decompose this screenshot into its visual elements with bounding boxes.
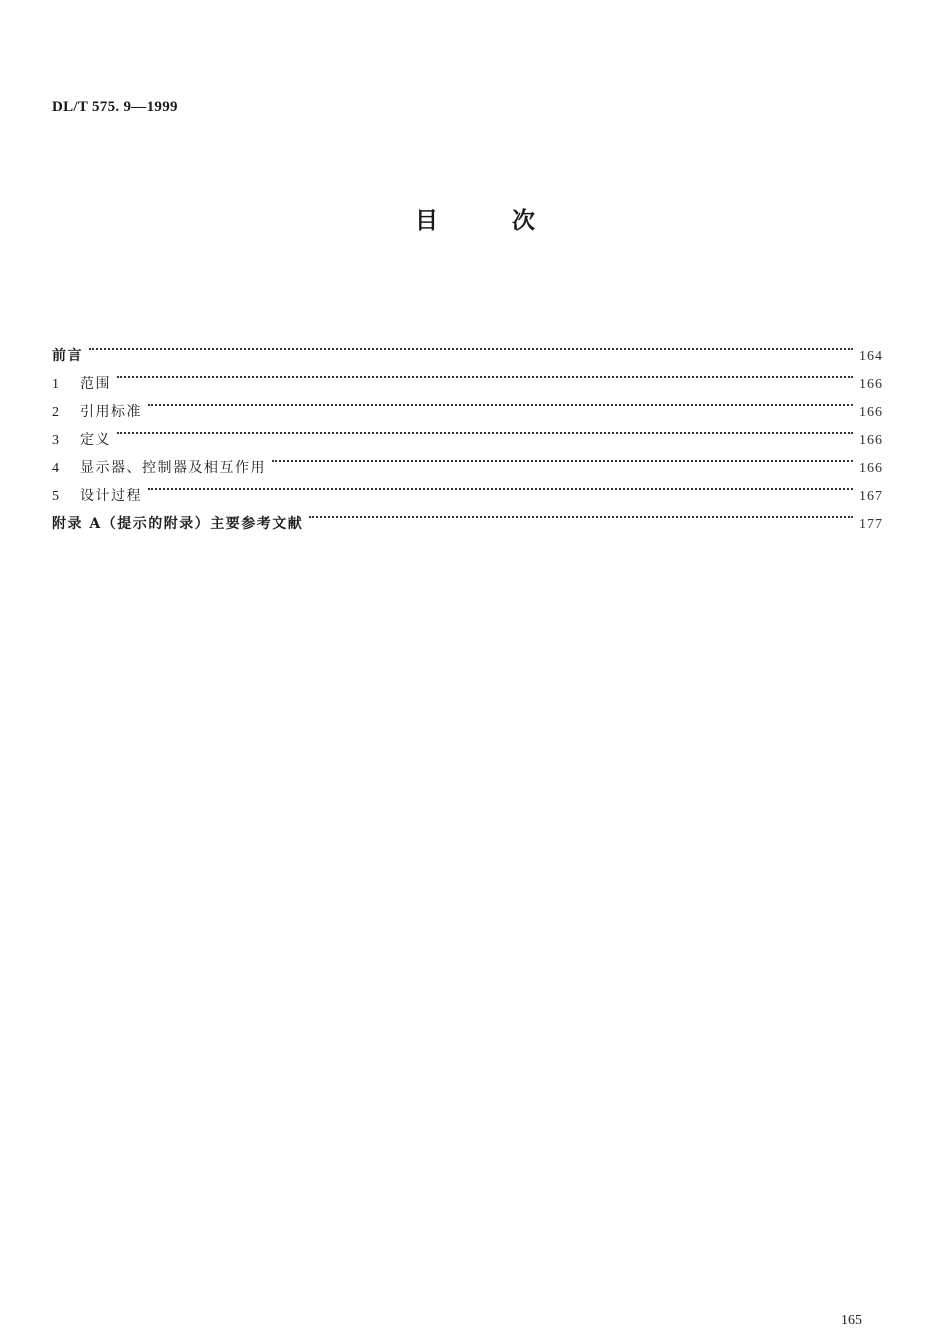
toc-entry-page: 167 xyxy=(859,489,883,504)
table-of-contents xyxy=(52,332,883,532)
toc-entry-label: 前言 xyxy=(52,348,83,364)
toc-entry-definitions[interactable] xyxy=(52,416,883,448)
toc-entry-page: 166 xyxy=(859,433,883,448)
toc-entry-label: 引用标准 xyxy=(80,404,142,420)
toc-entry-number: 2 xyxy=(52,405,59,420)
toc-entry-appendix-a[interactable] xyxy=(52,500,883,532)
toc-leader-dots xyxy=(309,500,853,528)
toc-entry-number: 4 xyxy=(52,461,59,476)
toc-entry-page: 177 xyxy=(859,517,883,532)
title-char-2: 次 xyxy=(512,208,535,234)
toc-entry-page: 166 xyxy=(859,461,883,476)
toc-entry-number: 3 xyxy=(52,433,59,448)
toc-leader-dots xyxy=(117,360,853,388)
toc-entry-page: 166 xyxy=(859,377,883,392)
toc-leader-dots xyxy=(272,444,853,472)
toc-entry-label: 显示器、控制器及相互作用 xyxy=(80,460,266,476)
toc-leader-dots xyxy=(148,388,853,416)
toc-entry-label: 附录 A（提示的附录）主要参考文献 xyxy=(52,516,304,532)
toc-entry-normative-references[interactable] xyxy=(52,388,883,420)
toc-leader-dots xyxy=(117,416,853,444)
standard-code: DL/T 575. 9—1999 xyxy=(52,99,178,115)
toc-entry-foreword[interactable] xyxy=(52,332,883,364)
toc-entry-page: 166 xyxy=(859,405,883,420)
page-number: 165 xyxy=(841,1313,862,1328)
toc-entry-number: 5 xyxy=(52,489,59,504)
toc-leader-dots xyxy=(148,472,853,500)
toc-leader-dots xyxy=(89,332,853,360)
toc-entry-displays-controls[interactable] xyxy=(52,444,883,476)
toc-entry-label: 定义 xyxy=(80,432,111,448)
toc-entry-label: 范围 xyxy=(80,376,111,392)
title-char-1: 目 xyxy=(415,208,438,234)
toc-entry-design-process[interactable] xyxy=(52,472,883,504)
toc-entry-page: 164 xyxy=(859,349,883,364)
page-title xyxy=(0,202,950,235)
toc-entry-scope[interactable] xyxy=(52,360,883,392)
toc-entry-number: 1 xyxy=(52,377,59,392)
toc-entry-label: 设计过程 xyxy=(80,488,142,504)
